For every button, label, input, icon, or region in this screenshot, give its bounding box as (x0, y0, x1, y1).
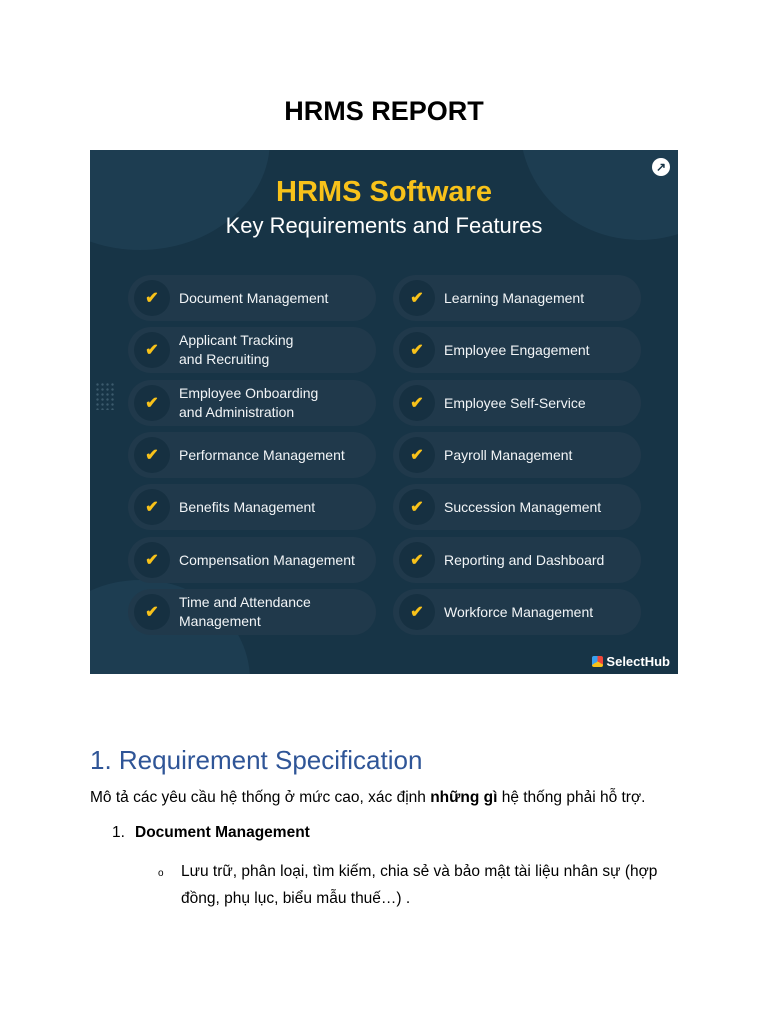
feature-label: Compensation Management (179, 551, 355, 568)
feature-item (393, 327, 641, 373)
feature-item (128, 380, 376, 426)
check-icon: ✔ (134, 542, 170, 578)
selecthub-label: SelectHub (606, 654, 670, 669)
section-heading: 1. Requirement Specification (90, 745, 423, 775)
dot-pattern (95, 382, 115, 410)
check-icon: ✔ (399, 594, 435, 630)
feature-label: Applicant Tracking and Recruiting (179, 332, 294, 367)
document-title: HRMS REPORT (284, 96, 484, 126)
brand-logo-icon: ↗ (652, 158, 670, 176)
check-icon: ✔ (399, 489, 435, 525)
selecthub-brand (592, 654, 670, 669)
feature-label: Performance Management (179, 446, 345, 463)
check-icon: ✔ (134, 280, 170, 316)
feature-item (128, 484, 376, 530)
feature-label: Employee Engagement (444, 341, 590, 358)
intro-text-end: hệ thống phải hỗ trợ. (497, 789, 646, 806)
feature-item (393, 589, 641, 635)
feature-label: Document Management (179, 289, 329, 306)
check-icon: ✔ (399, 385, 435, 421)
list-number: 1. (112, 824, 125, 841)
feature-label: Employee Onboarding and Administration (179, 385, 319, 420)
check-icon: ✔ (399, 332, 435, 368)
feature-item (393, 432, 641, 478)
check-icon: ✔ (134, 385, 170, 421)
hrms-features-banner (90, 150, 678, 674)
feature-item (128, 432, 376, 478)
bullet-text: Lưu trữ, phân loại, tìm kiếm, chia sẻ và bảo mật tài liệu nhân sự (hợp đồng, phụ lục, biểu mẫu thuế…) . (181, 863, 658, 907)
feature-item (128, 327, 376, 373)
bullet-marker: o (158, 868, 164, 879)
feature-label: Employee Self-Service (444, 394, 586, 411)
feature-item (393, 484, 641, 530)
feature-label: Time and Attendance Management (179, 594, 311, 629)
feature-label: Workforce Management (444, 603, 594, 620)
check-icon: ✔ (134, 332, 170, 368)
feature-item (128, 275, 376, 321)
check-icon: ✔ (399, 280, 435, 316)
check-icon: ✔ (399, 542, 435, 578)
intro-bold-text: những gì (430, 789, 498, 806)
feature-label: Payroll Management (444, 446, 573, 463)
feature-item (393, 275, 641, 321)
feature-label: Succession Management (444, 498, 602, 515)
banner-title: HRMS Software (276, 176, 492, 208)
check-icon: ✔ (399, 437, 435, 473)
check-icon: ✔ (134, 594, 170, 630)
feature-item (393, 380, 641, 426)
feature-item (128, 589, 376, 635)
numbered-list-item (112, 824, 310, 842)
feature-item (128, 537, 376, 583)
feature-label: Learning Management (444, 289, 585, 306)
feature-label: Reporting and Dashboard (444, 551, 605, 568)
banner-subtitle: Key Requirements and Features (225, 213, 543, 238)
feature-label: Benefits Management (179, 498, 316, 515)
feature-item (393, 537, 641, 583)
intro-text: Mô tả các yêu cầu hệ thống ở mức cao, xác định (90, 789, 431, 806)
list-item-title: Document Management (135, 824, 310, 841)
selecthub-logo-icon (592, 656, 603, 667)
check-icon: ✔ (134, 437, 170, 473)
check-icon: ✔ (134, 489, 170, 525)
section-intro (90, 789, 645, 807)
